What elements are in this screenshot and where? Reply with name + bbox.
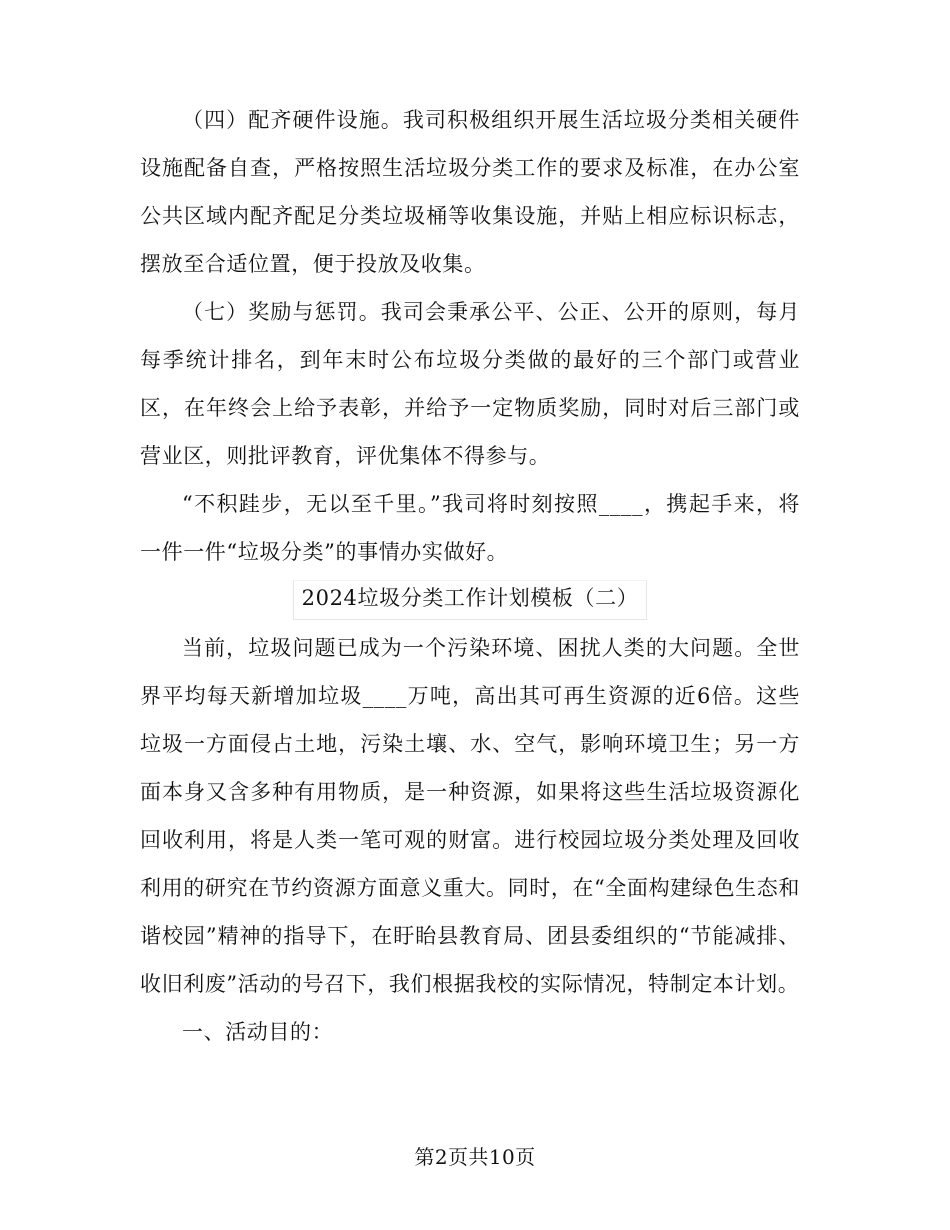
- paragraph-activity-purpose: 一、活动目的：: [182, 1020, 334, 1044]
- page-number-footer: 第2页共10页: [414, 1145, 536, 1169]
- paragraph-hardware-facilities: （四）配齐硬件设施。我司积极组织开展生活垃圾分类相关硬件设施配备自查，严格按照生活垃圾分类工作的要求及标准，在办公室公共区域内配齐配足分类垃圾桶等收集设施，并贴上相应标识标志，摆放至合适位置，便于投放及收集。: [140, 108, 800, 276]
- paragraph-rewards-penalties: （七）奖励与惩罚。我司会秉承公平、公正、公开的原则，每月每季统计排名，到年末时公布垃圾分类做的最好的三个部门或营业区，在年终会上给予表彰，并给予一定物质奖励，同时对后三部门或营业区，则批评教育，评优集体不得参与。: [140, 300, 800, 468]
- paragraph-introduction: 当前，垃圾问题已成为一个污染环境、困扰人类的大问题。全世界平均每天新增加垃圾____万吨，高出其可再生资源的近6倍。这些垃圾一方面侵占土地，污染土壤、水、空气，影响环境卫生；另一方面本身又含多种有用物质，是一种资源，如果将这些生活垃圾资源化回收利用，将是人类一笔可观的财富。进行校园垃圾分类处理及回收利用的研究在节约资源方面意义重大。同时，在“全面构建绿色生态和谐校园”精神的指导下，在盱眙县教育局、团县委组织的“节能减排、收旧利废”活动的号召下，我们根据我校的实际情况，特制定本计划。: [140, 636, 800, 996]
- section-title: 2024垃圾分类工作计划模板（二）: [293, 580, 648, 620]
- paragraph-closing-quote: “不积跬步，无以至千里。”我司将时刻按照____，携起手来，将一件一件“垃圾分类”的事情办实做好。: [140, 492, 800, 564]
- document-body: [140, 96, 800, 1056]
- section-title-wrap: [140, 576, 800, 624]
